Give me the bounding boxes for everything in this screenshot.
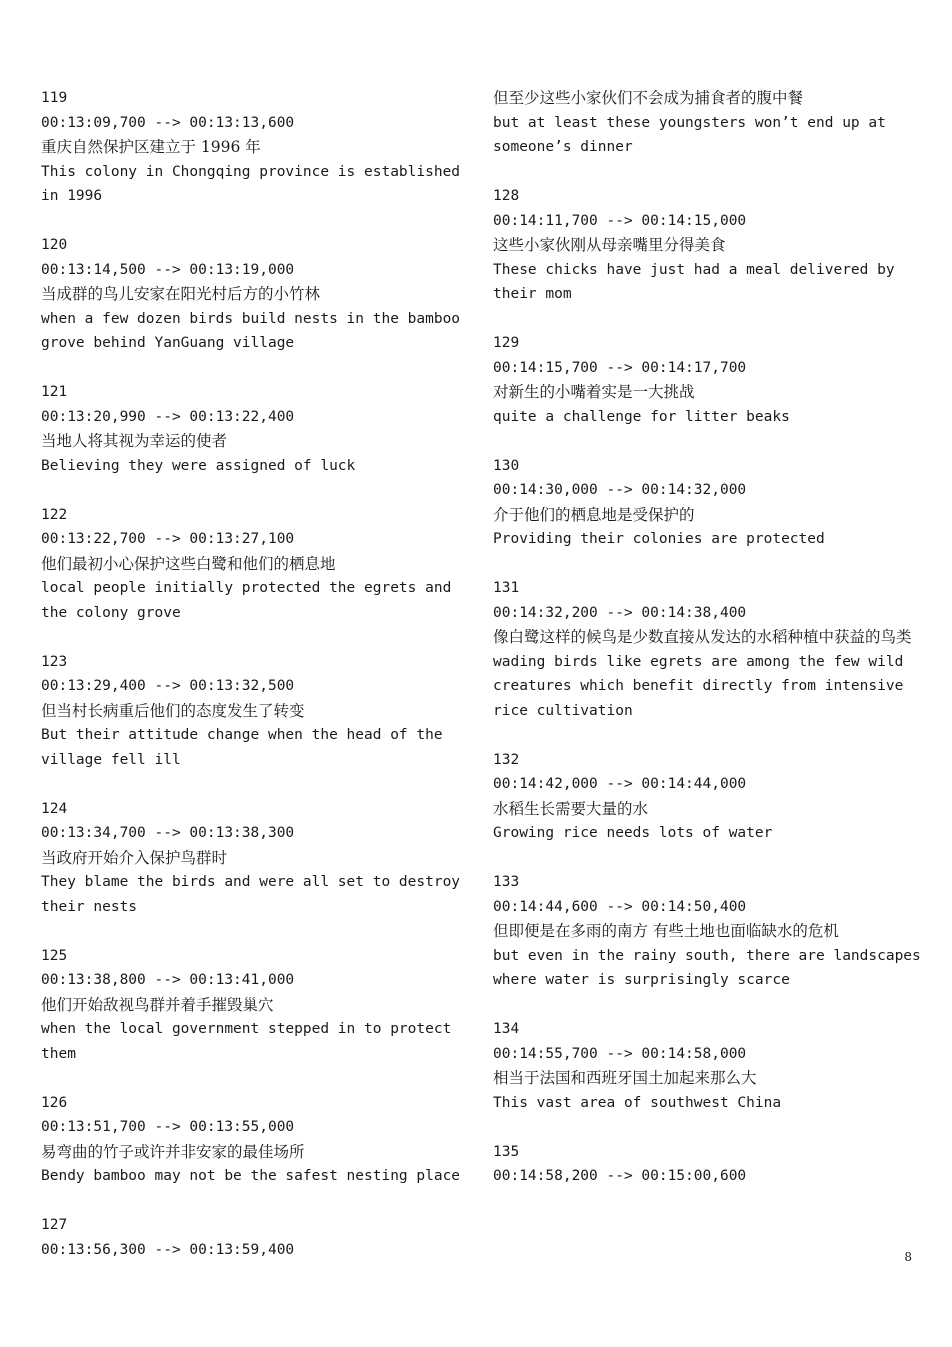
cue-english-text: Providing their colonies are protected [493,531,825,547]
cue-index: 123 [41,653,68,670]
cue-timestamp: 00:13:14,500 --> 00:13:19,000 [41,261,295,278]
cue-chinese-text: 介于他们的栖息地是受保护的 [493,505,695,524]
cue-index: 120 [41,237,68,253]
cue-english-text: Growing rice needs lots of water [493,825,773,841]
subtitle-cue [41,503,473,626]
cue-chinese-text: 对新生的小嘴着实是一大挑战 [493,383,695,401]
cue-index: 128 [493,188,520,204]
cue-chinese-text: 但当村长病重后他们的态度发生了转变 [41,701,305,720]
subtitle-cue [41,944,473,1067]
continuation-cue [493,86,925,160]
cue-index: 127 [41,1217,68,1233]
subtitle-cue [41,233,473,356]
cue-index: 131 [493,580,520,596]
cue-index: 133 [493,874,520,890]
cue-index: 129 [493,335,520,351]
subtitle-cue [41,650,473,773]
cue-english-text: but even in the rainy south, there are landscapes where water is surprisingly scarce [493,947,930,988]
cue-index: 125 [41,947,68,964]
cue-chinese-text: 当地人将其视为幸运的使者 [41,432,228,450]
cue-chinese-text: 水稻生长需要大量的水 [493,799,649,818]
right-column [493,86,930,1213]
cue-english-text: local people initially protected the egrets and the colony grove [41,580,461,621]
cue-timestamp: 00:13:20,990 --> 00:13:22,400 [41,408,295,425]
cue-english-text: This vast area of southwest China [493,1094,782,1111]
cue-english-text: These chicks have just had a meal delivered by their mom [493,261,904,302]
cue-english-text: when a few dozen birds build nests in the bamboo grove behind YanGuang village [41,310,469,351]
cue-english-text: wading birds like egrets are among the few wild creatures which benefit directly from intensive rice cultivation [493,653,913,719]
subtitle-cue [493,331,925,429]
cue-index: 130 [493,457,520,474]
subtitle-cue [493,576,925,723]
cue-chinese-text: 相当于法国和西班牙国土加起来那么大 [493,1069,757,1087]
subtitle-cue [493,1017,925,1115]
subtitle-cue [493,748,925,846]
subtitle-cue [41,797,473,920]
cue-timestamp: 00:14:42,000 --> 00:14:44,000 [493,776,747,792]
left-column [41,86,473,1287]
page-number: 8 [904,1250,912,1264]
cue-english-text: Bendy bamboo may not be the safest nesting place [41,1168,461,1184]
cue-timestamp: 00:13:09,700 --> 00:13:13,600 [41,114,295,131]
cue-chinese-text: 他们最初小心保护这些白鹭和他们的栖息地 [41,554,336,573]
subtitle-cue [41,86,473,209]
cue-index: 122 [41,506,68,523]
cue-english-text: This colony in Chongqing province is established in 1996 [41,163,469,204]
cue-chinese-text: 像白鹭这样的候鸟是少数直接从发达的水稻种植中获益的鸟类 [493,628,912,646]
cue-chinese-text: 易弯曲的竹子或许并非安家的最佳场所 [41,1142,305,1161]
cue-index: 121 [41,384,68,400]
subtitle-cue [41,1213,473,1262]
cue-timestamp: 00:13:56,300 --> 00:13:59,400 [41,1241,295,1258]
cue-index: 126 [41,1094,68,1111]
cue-index: 134 [493,1021,520,1037]
cue-timestamp: 00:13:51,700 --> 00:13:55,000 [41,1119,295,1135]
subtitle-cue [493,184,925,307]
subtitle-cue [493,1140,925,1189]
cue-chinese-text: 当成群的鸟儿安家在阳光村后方的小竹林 [41,285,321,303]
cue-english-text: They blame the birds and were all set to destroy their nests [41,874,469,915]
cue-chinese-text: 他们开始敌视鸟群并着手摧毁巢穴 [41,995,274,1014]
cue-english-text: Believing they were assigned of luck [41,457,356,474]
cue-timestamp: 00:13:38,800 --> 00:13:41,000 [41,972,295,988]
cue-timestamp: 00:13:22,700 --> 00:13:27,100 [41,531,295,547]
cue-index: 119 [41,90,68,106]
cue-english-text: but at least these youngsters won’t end up at someone’s dinner [493,114,895,155]
subtitle-cue [493,870,930,993]
cue-timestamp: 00:14:32,200 --> 00:14:38,400 [493,604,747,621]
cue-timestamp: 00:13:34,700 --> 00:13:38,300 [41,825,295,841]
cue-timestamp: 00:14:58,200 --> 00:15:00,600 [493,1168,747,1184]
subtitle-cue [493,454,925,552]
cue-timestamp: 00:13:29,400 --> 00:13:32,500 [41,678,295,694]
cue-timestamp: 00:14:55,700 --> 00:14:58,000 [493,1045,747,1062]
cue-timestamp: 00:14:15,700 --> 00:14:17,700 [493,359,747,376]
subtitle-cue [41,380,473,478]
cue-english-text: when the local government stepped in to protect them [41,1021,461,1062]
cue-chinese-text: 但至少这些小家伙们不会成为捕食者的腹中餐 [493,89,804,107]
cue-timestamp: 00:14:44,600 --> 00:14:50,400 [493,898,747,915]
subtitle-cue [41,1091,473,1189]
cue-timestamp: 00:14:11,700 --> 00:14:15,000 [493,212,747,229]
cue-chinese-text: 但即便是在多雨的南方 有些土地也面临缺水的危机 [493,922,839,940]
cue-english-text: quite a challenge for litter beaks [493,408,790,425]
cue-index: 124 [41,800,68,817]
cue-index: 132 [493,751,520,768]
cue-timestamp: 00:14:30,000 --> 00:14:32,000 [493,482,747,498]
cue-chinese-text: 重庆自然保护区建立于 1996 年 [41,138,261,156]
cue-chinese-text: 当政府开始介入保护鸟群时 [41,848,228,867]
cue-english-text: But their attitude change when the head of the village fell ill [41,727,452,768]
cue-chinese-text: 这些小家伙刚从母亲嘴里分得美食 [493,236,726,254]
cue-index: 135 [493,1143,520,1160]
